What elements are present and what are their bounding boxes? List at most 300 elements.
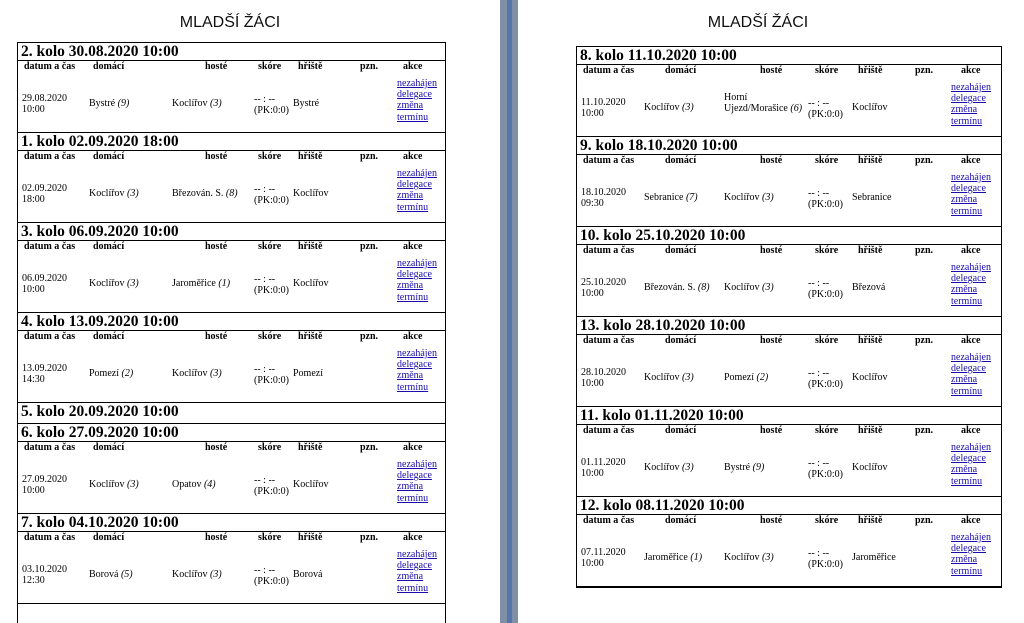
match-actions [951, 352, 991, 397]
column-header-venue: hřiště [298, 532, 323, 543]
column-header-datetime: datum a čas [583, 335, 635, 346]
change-link[interactable]: změna [397, 100, 424, 112]
match-time: 10:00 [581, 468, 604, 479]
column-header-home: domácí [665, 155, 697, 166]
column-header-datetime: datum a čas [583, 515, 635, 526]
home-team-rank: (3) [682, 102, 694, 113]
match-datetime [22, 474, 67, 496]
change-link[interactable]: změna [397, 370, 424, 382]
column-header-row [577, 425, 1001, 438]
column-header-row [577, 155, 1001, 168]
term-link[interactable]: termínu [397, 492, 429, 504]
match-score [808, 188, 843, 210]
match-actions [397, 459, 437, 504]
column-header-score: skóre [258, 151, 282, 162]
match-datetime [581, 547, 626, 569]
column-header-venue: hřiště [858, 335, 883, 346]
match-score [808, 98, 843, 120]
away-team-name: Jaroměřice [172, 278, 216, 289]
round [18, 403, 445, 424]
match-date: 03.10.2020 [22, 564, 67, 575]
change-link[interactable]: změna [397, 481, 424, 493]
match-row [18, 74, 445, 132]
column-header-venue: hřiště [298, 61, 323, 72]
home-team [644, 552, 702, 563]
column-header-away: hosté [760, 335, 783, 346]
change-link[interactable]: změna [397, 571, 424, 583]
match-score [808, 548, 843, 570]
score-penalty: (PK:0:0) [808, 289, 843, 300]
match-score [254, 94, 289, 116]
column-header-note: pzn. [915, 335, 934, 346]
away-team-name: Horní Ujezd/Morašice [724, 92, 788, 114]
home-team-name: Koclířov [644, 462, 680, 473]
round [18, 223, 445, 313]
column-header-datetime: datum a čas [24, 151, 76, 162]
round [18, 313, 445, 403]
column-header-note: pzn. [915, 155, 934, 166]
match-venue: Koclířov [852, 102, 888, 113]
column-header-row [18, 241, 445, 254]
away-team [172, 98, 222, 109]
home-team [89, 569, 133, 580]
column-header-row [577, 335, 1001, 348]
match-time: 09:30 [581, 198, 604, 209]
match-venue: Koclířov [293, 278, 329, 289]
column-header-venue: hřiště [858, 515, 883, 526]
column-header-venue: hřiště [298, 151, 323, 162]
away-team [724, 282, 774, 293]
match-date: 01.11.2020 [581, 457, 626, 468]
match-row [577, 348, 1001, 406]
match-venue: Borová [293, 569, 323, 580]
round [577, 407, 1001, 497]
delegation-link[interactable]: delegace [951, 453, 986, 465]
change-link[interactable]: změna [951, 284, 978, 296]
column-header-actions: akce [403, 241, 423, 252]
away-team-rank: (3) [210, 98, 222, 109]
away-team-rank: (9) [752, 462, 765, 473]
match-score [808, 458, 843, 480]
away-team [172, 188, 238, 199]
away-team-name: Koclířov [172, 368, 208, 379]
status-link[interactable]: nezahájen [951, 352, 991, 363]
delegation-link[interactable]: delegace [397, 89, 432, 101]
term-link[interactable]: termínu [951, 475, 983, 487]
round-header: 6. kolo 27.09.2020 10:00 [18, 424, 445, 442]
home-team-name: Borová [89, 569, 119, 580]
column-header-actions: akce [403, 442, 423, 453]
change-link[interactable]: změna [951, 374, 978, 386]
match-date: 02.09.2020 [22, 183, 67, 194]
match-actions [951, 442, 991, 487]
score-value: -- : -- [254, 274, 276, 285]
match-actions [397, 78, 437, 123]
away-team-rank: (4) [203, 479, 216, 490]
match-score [254, 274, 289, 296]
match-date: 18.10.2020 [581, 187, 626, 198]
match-row [577, 528, 1001, 586]
column-header-venue: hřiště [298, 442, 323, 453]
delegation-link[interactable]: delegace [951, 543, 986, 555]
column-header-score: skóre [258, 241, 282, 252]
match-venue: Koclířov [852, 372, 888, 383]
away-team [724, 192, 774, 203]
round-header: 8. kolo 11.10.2020 10:00 [577, 47, 1001, 65]
column-header-row [18, 532, 445, 545]
page-right [518, 0, 1024, 623]
score-value: -- : -- [808, 98, 830, 109]
status-link[interactable]: nezahájen [397, 168, 437, 179]
score-penalty: (PK:0:0) [808, 109, 843, 120]
match-datetime [22, 363, 67, 385]
round [577, 227, 1001, 317]
column-header-away: hosté [205, 61, 228, 72]
home-team-rank: (7) [685, 192, 698, 203]
away-team-rank: (1) [218, 278, 231, 289]
column-header-datetime: datum a čas [583, 65, 635, 76]
away-team-name: Koclířov [724, 282, 760, 293]
column-header-row [18, 442, 445, 455]
match-actions [951, 172, 991, 217]
column-header-away: hosté [205, 442, 228, 453]
column-header-note: pzn. [915, 245, 934, 256]
home-team-rank: (1) [690, 552, 703, 563]
match-actions [397, 549, 437, 594]
delegation-link[interactable]: delegace [397, 179, 432, 191]
column-header-score: skóre [258, 331, 282, 342]
away-team [172, 368, 222, 379]
away-team-name: Březován. S. [172, 188, 224, 199]
away-team-rank: (3) [762, 282, 774, 293]
score-value: -- : -- [254, 184, 276, 195]
round-header: 5. kolo 20.09.2020 10:00 [21, 403, 179, 420]
column-header-actions: akce [961, 425, 981, 436]
change-link[interactable]: změna [951, 554, 978, 566]
match-time: 12:30 [22, 575, 45, 586]
schedule-table-right [576, 46, 1002, 588]
match-datetime [22, 183, 67, 205]
score-value: -- : -- [808, 548, 830, 559]
away-team-rank: (8) [225, 188, 238, 199]
away-team-rank: (3) [762, 552, 774, 563]
away-team-name: Koclířov [724, 192, 760, 203]
round-header: 7. kolo 04.10.2020 10:00 [18, 514, 445, 532]
match-time: 10:00 [581, 378, 604, 389]
term-link[interactable]: termínu [951, 385, 983, 397]
delegation-link[interactable]: delegace [397, 359, 432, 371]
match-venue: Koclířov [293, 188, 329, 199]
column-header-score: skóre [815, 245, 839, 256]
column-header-actions: akce [961, 335, 981, 346]
column-header-away: hosté [760, 245, 783, 256]
term-link[interactable]: termínu [397, 582, 429, 594]
match-actions [951, 82, 991, 127]
column-header-away: hosté [760, 515, 783, 526]
match-venue: Koclířov [852, 462, 888, 473]
change-link[interactable]: změna [951, 464, 978, 476]
home-team [89, 188, 139, 199]
term-link[interactable]: termínu [397, 381, 429, 393]
match-date: 07.11.2020 [581, 547, 626, 558]
match-time: 14:30 [22, 374, 45, 385]
home-team [644, 372, 694, 383]
column-header-away: hosté [760, 155, 783, 166]
round-header: 10. kolo 25.10.2020 10:00 [577, 227, 1001, 245]
home-team-rank: (3) [127, 278, 139, 289]
home-team-name: Jaroměřice [644, 552, 688, 563]
match-date: 28.10.2020 [581, 367, 626, 378]
away-team-rank: (3) [210, 368, 222, 379]
match-actions [397, 258, 437, 303]
match-venue: Březová [852, 282, 886, 293]
status-link[interactable]: nezahájen [951, 262, 991, 273]
column-header-datetime: datum a čas [24, 241, 76, 252]
home-team [89, 278, 139, 289]
delegation-link[interactable]: delegace [951, 93, 986, 105]
column-header-actions: akce [403, 61, 423, 72]
column-header-home: domácí [93, 532, 125, 543]
match-score [808, 278, 843, 300]
match-datetime [581, 367, 626, 389]
status-link[interactable]: nezahájen [951, 442, 991, 453]
match-time: 10:00 [581, 558, 604, 569]
column-header-score: skóre [258, 61, 282, 72]
column-header-datetime: datum a čas [24, 331, 76, 342]
match-score [254, 184, 289, 206]
score-penalty: (PK:0:0) [254, 195, 289, 206]
column-header-venue: hřiště [858, 155, 883, 166]
column-header-row [18, 331, 445, 344]
away-team-name: Pomezí [724, 372, 754, 383]
match-actions [397, 348, 437, 393]
away-team [724, 92, 812, 114]
match-date: 06.09.2020 [22, 273, 67, 284]
column-header-home: domácí [93, 331, 125, 342]
column-header-score: skóre [815, 515, 839, 526]
match-datetime [22, 273, 67, 295]
match-venue: Jaroměřice [852, 552, 896, 563]
column-header-venue: hřiště [298, 241, 323, 252]
home-team-name: Pomezí [89, 368, 119, 379]
home-team-name: Koclířov [644, 102, 680, 113]
match-row [577, 438, 1001, 496]
away-team [724, 552, 774, 563]
column-header-actions: akce [403, 532, 423, 543]
round-header: 13. kolo 28.10.2020 10:00 [577, 317, 1001, 335]
column-header-actions: akce [961, 155, 981, 166]
column-header-home: domácí [93, 241, 125, 252]
score-penalty: (PK:0:0) [254, 576, 289, 587]
match-datetime [581, 97, 626, 119]
term-link[interactable]: termínu [951, 295, 983, 307]
column-header-row [577, 245, 1001, 258]
column-header-venue: hřiště [858, 245, 883, 256]
column-header-score: skóre [258, 532, 282, 543]
column-header-datetime: datum a čas [583, 425, 635, 436]
column-header-datetime: datum a čas [24, 532, 76, 543]
column-header-score: skóre [815, 425, 839, 436]
status-link[interactable]: nezahájen [397, 549, 437, 560]
term-link[interactable]: termínu [397, 111, 429, 123]
match-datetime [581, 277, 626, 299]
column-header-venue: hřiště [858, 65, 883, 76]
page-left [0, 0, 500, 623]
match-venue: Bystré [293, 98, 320, 109]
column-header-note: pzn. [915, 515, 934, 526]
page-title: MLADŠÍ ŽÁCI [179, 14, 281, 31]
change-link[interactable]: změna [397, 190, 424, 202]
column-header-away: hosté [205, 151, 228, 162]
status-link[interactable]: nezahájen [397, 348, 437, 359]
delegation-link[interactable]: delegace [397, 560, 432, 572]
term-link[interactable]: termínu [397, 291, 429, 303]
score-value: -- : -- [808, 368, 830, 379]
column-header-home: domácí [665, 425, 697, 436]
match-datetime [581, 457, 626, 479]
column-header-score: skóre [815, 65, 839, 76]
column-header-away: hosté [205, 331, 228, 342]
round [577, 47, 1001, 137]
home-team-name: Bystré [89, 98, 116, 109]
home-team-name: Koclířov [89, 278, 125, 289]
match-date: 29.08.2020 [22, 93, 67, 104]
delegation-link[interactable]: delegace [397, 269, 432, 281]
match-score [808, 368, 843, 390]
change-link[interactable]: změna [951, 194, 978, 206]
status-link[interactable]: nezahájen [951, 82, 991, 93]
column-header-datetime: datum a čas [583, 155, 635, 166]
home-team [644, 192, 698, 203]
score-value: -- : -- [254, 364, 276, 375]
match-datetime [22, 93, 67, 115]
round [577, 137, 1001, 227]
score-penalty: (PK:0:0) [808, 379, 843, 390]
term-link[interactable]: termínu [951, 565, 983, 577]
status-link[interactable]: nezahájen [951, 532, 991, 543]
delegation-link[interactable]: delegace [951, 183, 986, 195]
term-link[interactable]: termínu [951, 205, 983, 217]
round-header: 1. kolo 02.09.2020 18:00 [18, 133, 445, 151]
away-team-name: Koclířov [172, 98, 208, 109]
home-team [644, 462, 694, 473]
score-value: -- : -- [254, 475, 276, 486]
round-header: 9. kolo 18.10.2020 10:00 [577, 137, 1001, 155]
column-header-venue: hřiště [298, 331, 323, 342]
away-team-name: Koclířov [172, 569, 208, 580]
column-header-away: hosté [760, 65, 783, 76]
match-time: 10:00 [22, 104, 45, 115]
column-header-row [18, 61, 445, 74]
column-header-home: domácí [665, 515, 697, 526]
status-link[interactable]: nezahájen [951, 172, 991, 183]
column-header-actions: akce [403, 151, 423, 162]
score-penalty: (PK:0:0) [808, 199, 843, 210]
score-value: -- : -- [808, 188, 830, 199]
round-header: 12. kolo 08.11.2020 10:00 [577, 497, 1001, 515]
column-header-note: pzn. [360, 151, 379, 162]
match-date: 11.10.2020 [581, 97, 626, 108]
score-penalty: (PK:0:0) [808, 559, 843, 570]
home-team-rank: (2) [121, 368, 134, 379]
away-team-name: Opatov [172, 479, 202, 490]
away-team-rank: (6) [790, 103, 803, 114]
column-header-away: hosté [760, 425, 783, 436]
round-header: 2. kolo 30.08.2020 10:00 [18, 43, 445, 61]
column-header-note: pzn. [360, 532, 379, 543]
column-header-datetime: datum a čas [24, 442, 76, 453]
delegation-link[interactable]: delegace [951, 273, 986, 285]
match-date: 25.10.2020 [581, 277, 626, 288]
change-link[interactable]: změna [397, 280, 424, 292]
match-date: 13.09.2020 [22, 363, 67, 374]
match-score [254, 475, 289, 497]
term-link[interactable]: termínu [397, 201, 429, 213]
home-team-name: Koclířov [89, 188, 125, 199]
match-row [577, 258, 1001, 316]
column-header-score: skóre [815, 155, 839, 166]
column-header-home: domácí [93, 61, 125, 72]
home-team [644, 282, 710, 293]
change-link[interactable]: změna [951, 104, 978, 116]
column-header-actions: akce [961, 245, 981, 256]
column-header-away: hosté [205, 241, 228, 252]
match-row [18, 254, 445, 312]
score-value: -- : -- [808, 458, 830, 469]
delegation-link[interactable]: delegace [397, 470, 432, 482]
status-link[interactable]: nezahájen [397, 459, 437, 470]
column-header-note: pzn. [915, 425, 934, 436]
score-penalty: (PK:0:0) [254, 375, 289, 386]
column-header-row [18, 151, 445, 164]
page-title: MLADŠÍ ŽÁCI [707, 14, 809, 31]
match-row [18, 164, 445, 222]
away-team [724, 462, 764, 473]
column-header-home: domácí [665, 335, 697, 346]
status-link[interactable]: nezahájen [397, 258, 437, 269]
home-team [89, 479, 139, 490]
match-score [254, 364, 289, 386]
match-time: 10:00 [22, 284, 45, 295]
term-link[interactable]: termínu [951, 115, 983, 127]
home-team-rank: (9) [117, 98, 130, 109]
column-header-actions: akce [961, 515, 981, 526]
column-header-actions: akce [961, 65, 981, 76]
column-header-away: hosté [205, 532, 228, 543]
match-row [18, 344, 445, 402]
delegation-link[interactable]: delegace [951, 363, 986, 375]
home-team-rank: (3) [127, 479, 139, 490]
round [577, 497, 1001, 587]
score-penalty: (PK:0:0) [254, 486, 289, 497]
home-team [89, 98, 129, 109]
round [18, 133, 445, 223]
column-header-note: pzn. [360, 442, 379, 453]
home-team [89, 368, 133, 379]
column-header-note: pzn. [360, 331, 379, 342]
round [18, 424, 445, 514]
match-datetime [581, 187, 626, 209]
score-value: -- : -- [254, 94, 276, 105]
away-team-rank: (2) [756, 372, 769, 383]
match-datetime [22, 564, 67, 586]
away-team-rank: (3) [210, 569, 222, 580]
match-row [18, 545, 445, 603]
status-link[interactable]: nezahájen [397, 78, 437, 89]
home-team-name: Březován. S. [644, 282, 696, 293]
match-row [577, 78, 1001, 136]
match-actions [397, 168, 437, 213]
